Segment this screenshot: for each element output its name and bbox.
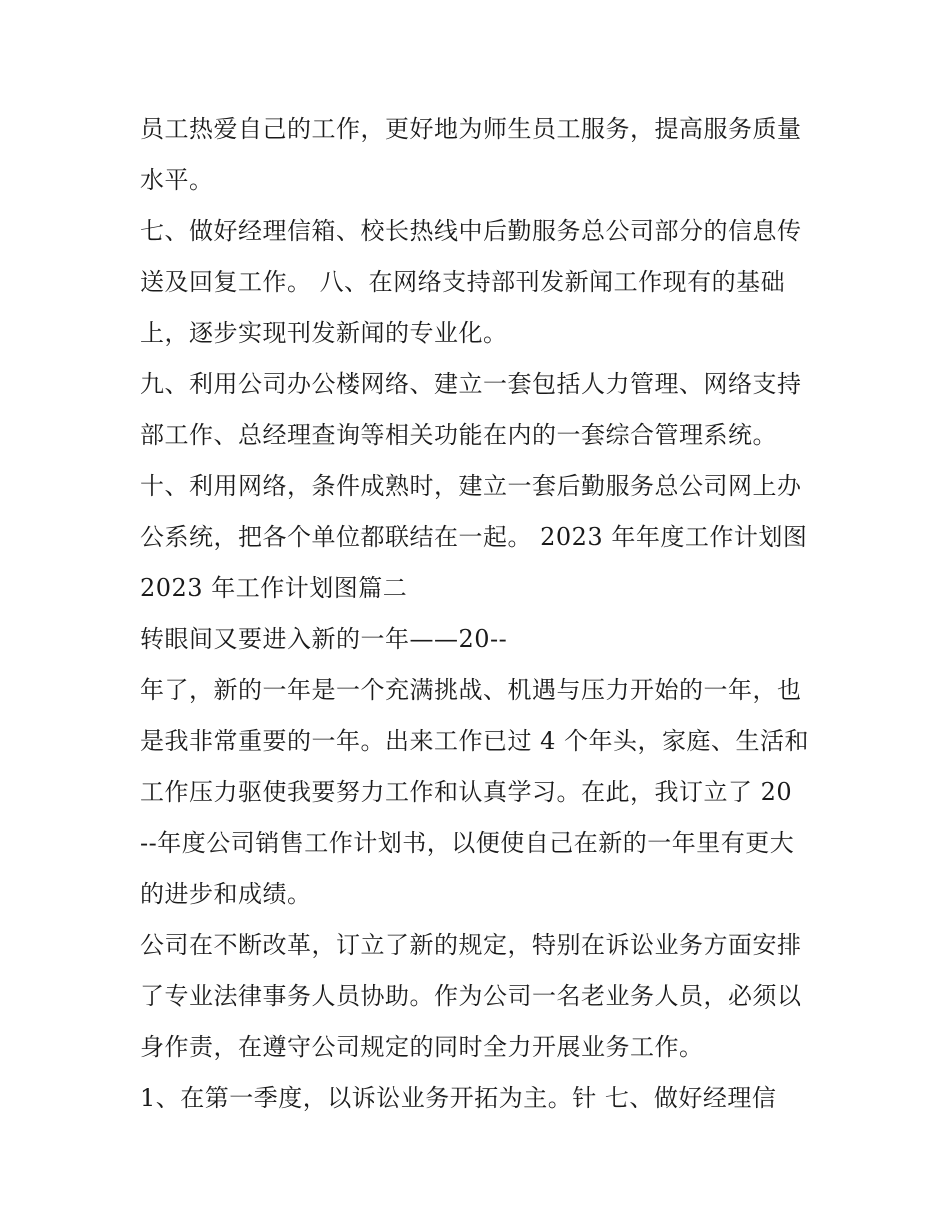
text-line: 的进步和成绩。 [140, 880, 312, 908]
text-line: 公司在不断改革，订立了新的规定，特别在诉讼业务方面安排 [140, 931, 802, 959]
text-line: --年度公司销售工作计划书，以便使自己在新的一年里有更大 [140, 829, 795, 857]
text-line: 员工热爱自己的工作，更好地为师生员工服务，提高服务质量 [140, 115, 802, 143]
text-line: 水平。 [140, 166, 214, 194]
document-body [140, 104, 820, 1124]
text-line: 公系统，把各个单位都联结在一起。 2023 年年度工作计划图 [140, 523, 808, 551]
text-line: 送及回复工作。 八、在网络支持部刊发新闻工作现有的基础 [140, 268, 786, 296]
text-line: 十、利用网络，条件成熟时，建立一套后勤服务总公司网上办 [140, 472, 802, 500]
text-line: 转眼间又要进入新的一年——20-- [140, 625, 508, 653]
text-line: 部工作、总经理查询等相关功能在内的一套综合管理系统。 [140, 421, 777, 449]
text-line: 九、利用公司办公楼网络、建立一套包括人力管理、网络支持 [140, 370, 802, 398]
text-line: 2023 年工作计划图篇二 [140, 574, 408, 602]
text-line: 工作压力驱使我要努力工作和认真学习。在此，我订立了 20 [140, 778, 793, 806]
text-line: 七、做好经理信箱、校长热线中后勤服务总公司部分的信息传 [140, 217, 802, 245]
text-line: 1、在第一季度，以诉讼业务开拓为主。针 七、做好经理信 [140, 1084, 777, 1112]
text-line: 身作责，在遵守公司规定的同时全力开展业务工作。 [140, 1033, 704, 1061]
text-line: 是我非常重要的一年。出来工作已过 4 个年头，家庭、生活和 [140, 727, 810, 755]
text-line: 了专业法律事务人员协助。作为公司一名老业务人员，必须以 [140, 982, 802, 1010]
text-line: 上，逐步实现刊发新闻的专业化。 [140, 319, 508, 347]
text-line: 年了，新的一年是一个充满挑战、机遇与压力开始的一年，也 [140, 676, 802, 704]
